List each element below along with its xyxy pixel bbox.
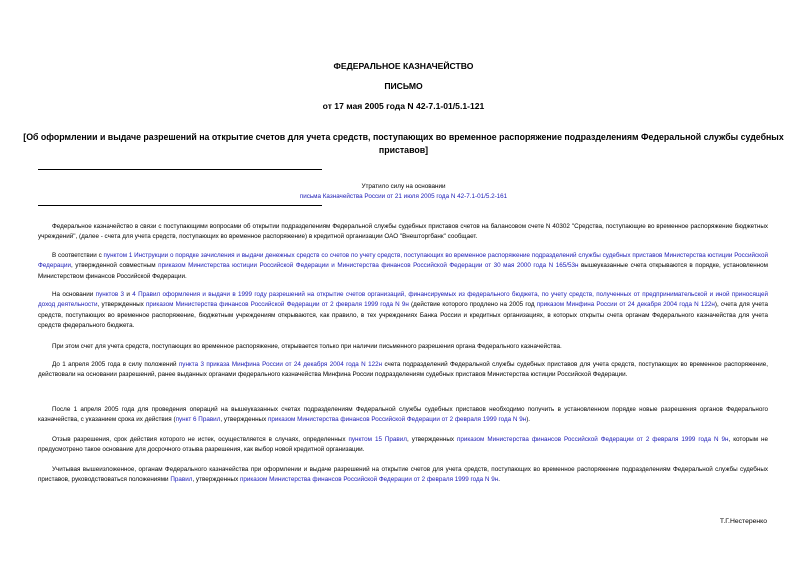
order-9n-link[interactable]: приказом Министерства финансов Российской Федерации от 2 февраля 1999 года N 9н: [267, 416, 527, 424]
paragraph-6: [38, 405, 768, 426]
signature: Т.Г.Нестеренко: [719, 518, 767, 525]
status-note-line: [0, 193, 807, 200]
date-number-heading: от 17 мая 2005 года N 42-7.1-01/5.1-121: [322, 101, 485, 111]
order-9n-link[interactable]: приказом Министерства финансов Российской Федерации от 2 февраля 1999 года N 9н: [146, 301, 409, 309]
text-run: ), счета для учета средств, поступающих во временное распоряжение, бюджетным учреждениям открываются, как правило, в тех учреждениях Банка России и кредитных организациях, в которых открыты счета органам Федерального казначейства для учета средств федерального бюджета.: [38, 301, 768, 330]
text-run: , утвержденной совместным: [70, 262, 159, 270]
text-run: .: [498, 476, 500, 484]
text-run: , утвержденных: [406, 436, 457, 443]
text-run: ).: [526, 416, 531, 424]
text-run: Учитывая вышеизложенное, органам Федерального казначейства при оформлении и выдаче разрешений на открытие счетов для учета средств, поступающих во временное распоряжение подразделениям Федеральной службы судебных приставов, руководствоваться положениями: [38, 466, 768, 484]
paragraph-2: [38, 251, 768, 282]
paragraph-7: [38, 435, 768, 456]
paragraph-8: [38, 465, 768, 486]
text-run: , утвержденных: [192, 476, 240, 484]
order-122n-link[interactable]: приказом Минфина России от 24 декабря 2004 года N 122н: [536, 301, 715, 309]
text-run: После 1 апреля 2005 года для проведения операций на вышеуказанных счетах подразделениям Федеральной службы судебных приставов необходимо получить в установленном порядке новые разрешения органов Федерального казначейства, с указанием срока их действия (: [38, 406, 768, 424]
text-run: вышеуказанные счета открываются в порядке, установленном Министерством финансов Российской Федерации.: [38, 262, 768, 280]
status-note-text: Утратило силу на основании: [361, 183, 446, 190]
paragraph-4: При этом счет для учета средств, поступающих во временное распоряжение, открывается только при наличии письменного разрешения органа Федерального казначейства.: [52, 343, 562, 350]
rules-point-6-link[interactable]: пункт 6 Правил: [175, 416, 221, 424]
text-run: До 1 апреля 2005 года в силу положений: [52, 361, 179, 368]
text-run: (действие которого продлено на 2005 год: [408, 301, 537, 309]
text-run: счета подразделений Федеральной службы судебных приставов для учета средств, поступающих во временное распоряжение, действовали на основании разрешений, ранее выданных органами федерального казначейства Минфина России подразделениям судебных приставов Министерства юстиции Российской Федерации.: [38, 361, 769, 379]
paragraph-3: [38, 290, 768, 332]
top-divider: [38, 169, 322, 170]
rules-link[interactable]: Правил: [170, 476, 193, 484]
text-run: , которым не предусмотрено такое основание для досрочного отзыва разрешения, как выбор новой кредитной организации.: [38, 436, 768, 454]
text-run: В соответствии с: [52, 252, 104, 259]
issuer-heading: ФЕДЕРАЛЬНОЕ КАЗНАЧЕЙСТВО: [333, 61, 474, 71]
order-9n-link[interactable]: приказом Министерства финансов Российской Федерации от 2 февраля 1999 года N 9н: [456, 436, 729, 443]
rules-point-15-link[interactable]: пунктом 15 Правил: [348, 436, 407, 443]
paragraph-1: Федеральное казначейство в связи с поступающими вопросами об открытии подразделениям Федеральной службы судебных приставов счетов на балансовом счете N 40302 "Средства, поступающие во временное распоряжение бюджетных учреждений", (далее - счета для учета средств, поступающих во временное распоряжение) в кредитной организации ОАО "Внешторгбанк" сообщает.: [38, 223, 768, 241]
text-run: и: [124, 291, 133, 298]
instruction-link[interactable]: пунктом 1 Инструкции о порядке зачисления и выдачи денежных средств со счетов по учету средств, поступающих во временное распоряжение подразделений службы судебных приставов Министерства юстиции Российской Федерации: [38, 252, 768, 270]
text-run: , утвержденных: [220, 416, 268, 424]
rules-point-4-link[interactable]: 4 Правил оформления и выдачи в 1999 году разрешений на открытие счетов организаций, финансируемых из федерального бюджета, по учету средств, полученных от предпринимательской и иной приносящей доход деятельности: [38, 291, 768, 309]
paragraph-5: [38, 360, 768, 381]
order-122n-point-3-link[interactable]: пункта 3 приказа Минфина России от 24 декабря 2004 года N 122н: [178, 361, 383, 368]
joint-order-link[interactable]: приказом Министерства юстиции Российской Федерации и Министерства финансов Российской Федерации от 30 мая 2000 года N 165/53н: [158, 262, 579, 270]
document-title: [Об оформлении и выдаче разрешений на открытие счетов для учета средств, поступающих во временное распоряжение подразделениям Федеральной службы судебных приставов]: [23, 132, 784, 155]
text-run: , утвержденных: [97, 301, 146, 309]
order-9n-link[interactable]: приказом Министерства финансов Российской Федерации от 2 февраля 1999 года N 9н: [239, 476, 499, 484]
point-3-link[interactable]: пунктов 3: [95, 291, 125, 298]
text-run: На основании: [52, 291, 96, 298]
repeal-letter-link[interactable]: письма Казначейства России от 21 июля 2005 года N 42-7.1-01/5.2-161: [299, 193, 508, 200]
bottom-divider: [38, 205, 322, 206]
document-type-heading: ПИСЬМО: [384, 81, 423, 91]
text-run: Отзыв разрешения, срок действия которого не истек, осуществляется в случаях, определенных: [52, 436, 349, 443]
